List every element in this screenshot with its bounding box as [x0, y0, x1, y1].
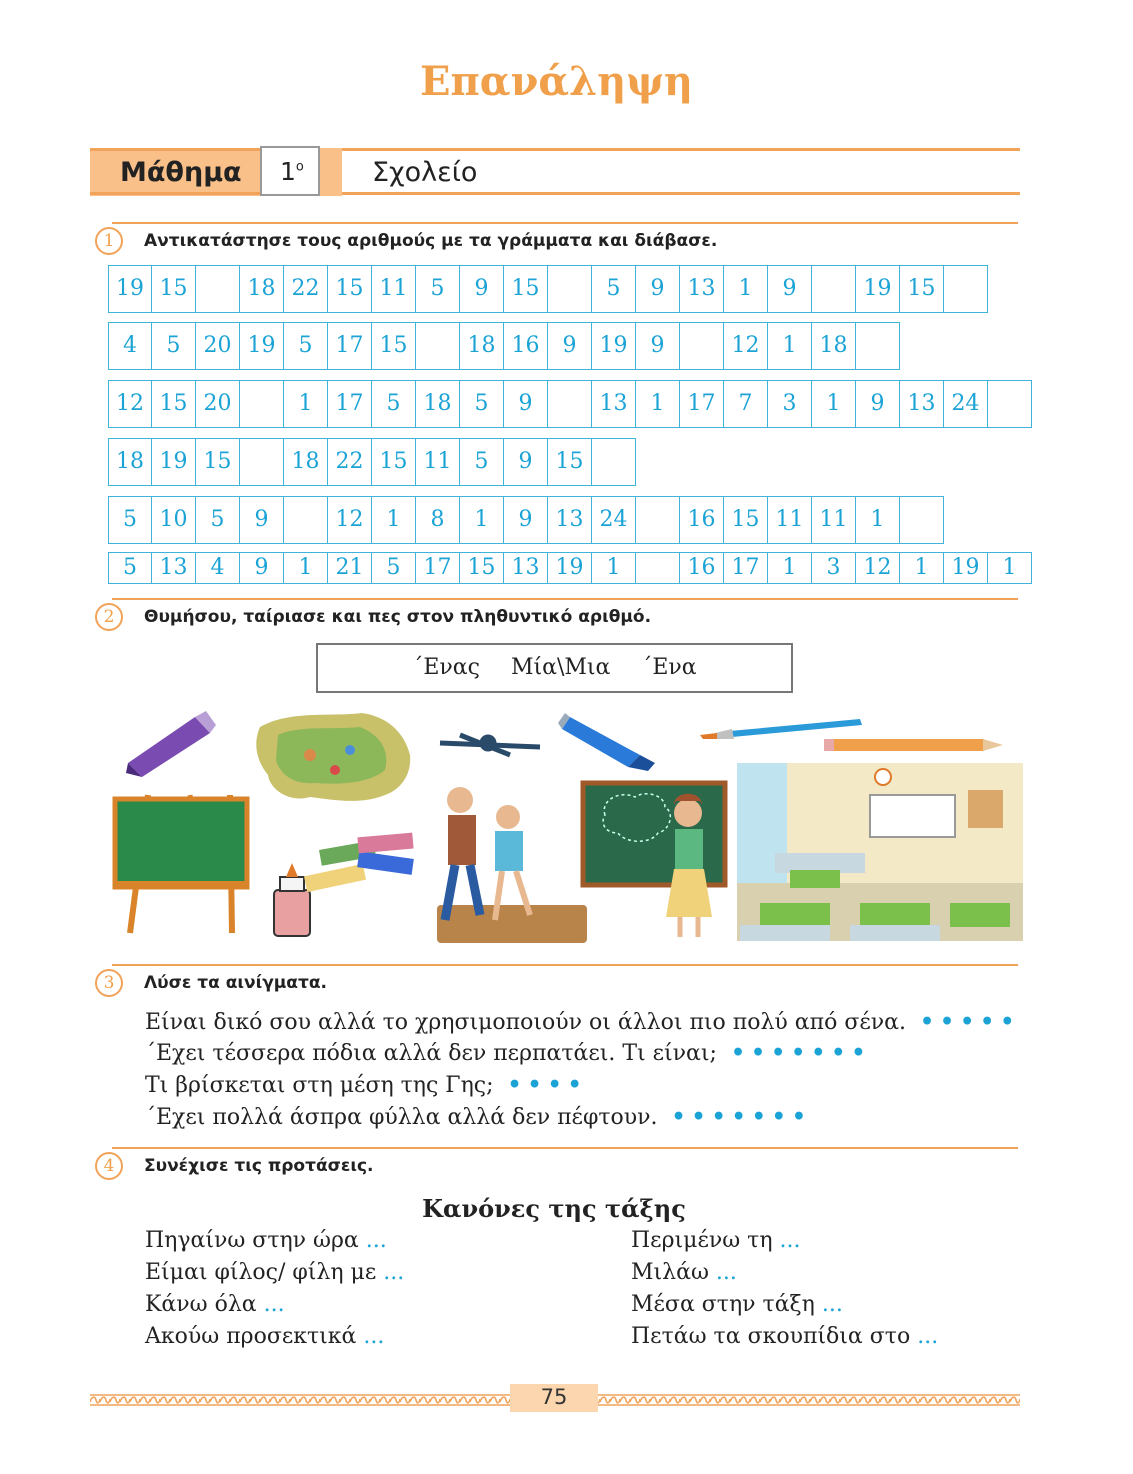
grid-cell: 1 — [636, 380, 680, 428]
grid-cell: 1 — [812, 380, 856, 428]
paintbrush-icon — [700, 719, 862, 739]
grid-cell: 13 — [592, 380, 636, 428]
grid-cell: 5 — [372, 552, 416, 584]
grid-cell — [988, 380, 1032, 428]
grid-cell: 15 — [900, 265, 944, 313]
grid-cell: 15 — [548, 438, 592, 486]
exercise-1-instruction: Αντικατάστησε τους αριθμούς με τα γράμματα και διάβασε. — [144, 231, 718, 251]
grid-cell — [284, 496, 328, 544]
grid-cell: 18 — [416, 380, 460, 428]
grid-cell: 15 — [724, 496, 768, 544]
grid-cell — [240, 380, 284, 428]
grid-cell: 19 — [240, 322, 284, 370]
answer-dots: •••• — [507, 1072, 588, 1098]
grid-cell: 13 — [152, 552, 196, 584]
grid-cell — [196, 265, 240, 313]
children-playing-icon — [437, 787, 587, 943]
lesson-label: Μάθημα — [120, 157, 242, 188]
rule-left: Κάνω όλα ... — [145, 1292, 285, 1317]
grid-cell: 5 — [592, 265, 636, 313]
grid-cell: 1 — [460, 496, 504, 544]
grid-cell: 22 — [328, 438, 372, 486]
pen-icon — [558, 713, 655, 771]
grid-cell: 9 — [460, 265, 504, 313]
grid-cell: 18 — [460, 322, 504, 370]
grid-cell — [240, 438, 284, 486]
compass-icon — [440, 735, 540, 755]
article-word: Μία\Μια — [510, 655, 611, 680]
grid-cell: 15 — [328, 265, 372, 313]
grid-cell — [944, 265, 988, 313]
exercise-3-instruction: Λύσε τα αινίγματα. — [144, 973, 327, 993]
exercise-2-instruction: Θυμήσου, ταίριασε και πες στον πληθυντικό αριθμό. — [144, 607, 652, 627]
exercise-4-number: 4 — [95, 1152, 123, 1180]
grid-cell: 1 — [724, 265, 768, 313]
grid-cell: 12 — [328, 496, 372, 544]
grid-cell — [856, 322, 900, 370]
grid-cell: 15 — [504, 265, 548, 313]
grid-cell: 9 — [504, 496, 548, 544]
exercise-3-number: 3 — [95, 969, 123, 997]
grid-cell: 13 — [548, 496, 592, 544]
grid-cell: 9 — [504, 380, 548, 428]
exercise-4-instruction: Συνέχισε τις προτάσεις. — [144, 1156, 374, 1176]
grid-row — [108, 496, 944, 544]
plasticine-icon — [304, 833, 414, 892]
article-word: ΄Ενας — [412, 655, 480, 680]
grid-cell: 9 — [636, 322, 680, 370]
grid-cell: 11 — [416, 438, 460, 486]
grid-cell: 17 — [416, 552, 460, 584]
grid-cell — [416, 322, 460, 370]
grid-cell — [636, 496, 680, 544]
riddle: Είναι δικό σου αλλά το χρησιμοποιούν οι άλλοι πιο πολύ από σένα. ••••• — [145, 1009, 1021, 1035]
grid-cell: 5 — [416, 265, 460, 313]
grid-cell: 1 — [988, 552, 1032, 584]
grid-cell — [592, 438, 636, 486]
rule-left: Πηγαίνω στην ώρα ... — [145, 1228, 387, 1253]
grid-cell: 18 — [240, 265, 284, 313]
grid-cell — [636, 552, 680, 584]
grid-cell: 1 — [372, 496, 416, 544]
grid-cell: 18 — [812, 322, 856, 370]
answer-dots: ••••••• — [730, 1040, 872, 1066]
grid-cell: 1 — [768, 552, 812, 584]
grid-cell: 20 — [196, 380, 240, 428]
riddle: Τι βρίσκεται στη μέση της Γης; •••• — [145, 1072, 588, 1098]
grid-cell: 5 — [460, 380, 504, 428]
grid-cell: 15 — [372, 322, 416, 370]
grid-cell: 11 — [372, 265, 416, 313]
grid-cell: 17 — [680, 380, 724, 428]
classroom-icon — [737, 763, 1023, 941]
riddle: ΄Εχει πολλά άσπρα φύλλα αλλά δεν πέφτουν. ••••••• — [145, 1104, 812, 1130]
grid-row — [108, 265, 988, 313]
grid-cell — [900, 496, 944, 544]
grid-cell: 1 — [284, 552, 328, 584]
grid-cell: 13 — [504, 552, 548, 584]
article-word: ΄Ενα — [641, 655, 697, 680]
rules-title: Κανόνες της τάξης — [422, 1194, 686, 1223]
lesson-header — [90, 148, 1020, 196]
grid-cell: 17 — [328, 380, 372, 428]
grid-row — [108, 322, 900, 370]
grid-cell: 3 — [812, 552, 856, 584]
grid-cell: 11 — [812, 496, 856, 544]
grid-cell: 9 — [240, 552, 284, 584]
grid-row — [108, 552, 1032, 584]
grid-cell — [548, 265, 592, 313]
rule-right: Μέσα στην τάξη ... — [631, 1292, 843, 1317]
grid-cell: 1 — [768, 322, 812, 370]
lesson-number-box — [260, 146, 320, 196]
grid-cell: 9 — [856, 380, 900, 428]
grid-cell: 16 — [680, 552, 724, 584]
grid-cell: 5 — [460, 438, 504, 486]
grid-cell: 9 — [636, 265, 680, 313]
rule-right: Πετάω τα σκουπίδια στο ... — [631, 1324, 939, 1349]
grid-cell: 16 — [680, 496, 724, 544]
grid-cell: 22 — [284, 265, 328, 313]
grid-cell — [548, 380, 592, 428]
grid-cell: 15 — [152, 380, 196, 428]
grid-cell: 9 — [504, 438, 548, 486]
grid-cell: 9 — [768, 265, 812, 313]
grid-cell: 15 — [460, 552, 504, 584]
grid-cell — [812, 265, 856, 313]
grid-cell: 9 — [548, 322, 592, 370]
grid-cell: 1 — [284, 380, 328, 428]
grid-cell: 9 — [240, 496, 284, 544]
grid-cell: 1 — [900, 552, 944, 584]
answer-dots: ••••••• — [671, 1104, 812, 1130]
school-items-illustration — [100, 705, 1030, 950]
grid-cell: 19 — [592, 322, 636, 370]
grid-cell: 19 — [944, 552, 988, 584]
map-icon — [256, 713, 410, 801]
grid-cell: 19 — [856, 265, 900, 313]
rule-right: Περιμένω τη ... — [631, 1228, 801, 1253]
glue-icon — [274, 863, 310, 936]
grid-cell: 15 — [152, 265, 196, 313]
grid-cell: 3 — [768, 380, 812, 428]
grid-cell: 5 — [108, 552, 152, 584]
grid-cell: 5 — [108, 496, 152, 544]
grid-cell: 15 — [196, 438, 240, 486]
page-title: Επανάληψη — [420, 58, 693, 105]
grid-cell: 15 — [372, 438, 416, 486]
grid-cell: 24 — [592, 496, 636, 544]
grid-row — [108, 380, 1032, 428]
grid-cell: 8 — [416, 496, 460, 544]
grid-cell: 5 — [284, 322, 328, 370]
grid-cell: 12 — [724, 322, 768, 370]
page-number: 75 — [540, 1385, 568, 1409]
exercise-2-number: 2 — [95, 603, 123, 631]
grid-cell: 13 — [680, 265, 724, 313]
rule-left: Ακούω προσεκτικά ... — [145, 1324, 385, 1349]
grid-cell: 5 — [372, 380, 416, 428]
lesson-number: $1^o$ — [280, 157, 304, 186]
pencil-icon — [824, 739, 1003, 751]
grid-cell: 19 — [152, 438, 196, 486]
grid-cell — [680, 322, 724, 370]
chalkboard-easel-icon — [115, 795, 247, 933]
answer-dots: ••••• — [919, 1009, 1021, 1035]
grid-cell: 10 — [152, 496, 196, 544]
grid-cell: 17 — [724, 552, 768, 584]
lesson-topic: Σχολείο — [372, 157, 478, 188]
grid-cell: 19 — [548, 552, 592, 584]
grid-cell: 21 — [328, 552, 372, 584]
grid-cell: 18 — [108, 438, 152, 486]
grid-cell: 1 — [592, 552, 636, 584]
grid-cell: 4 — [108, 322, 152, 370]
grid-cell: 24 — [944, 380, 988, 428]
grid-cell: 20 — [196, 322, 240, 370]
marker-icon — [126, 711, 216, 777]
grid-cell: 13 — [900, 380, 944, 428]
grid-cell: 11 — [768, 496, 812, 544]
grid-cell: 1 — [856, 496, 900, 544]
riddle: ΄Εχει τέσσερα πόδια αλλά δεν περπατάει. Τι είναι; ••••••• — [145, 1040, 872, 1066]
grid-cell: 17 — [328, 322, 372, 370]
exercise-1-number: 1 — [95, 227, 123, 255]
rule-left: Είμαι φίλος/ φίλη με ... — [145, 1260, 405, 1285]
grid-cell: 19 — [108, 265, 152, 313]
grid-row — [108, 438, 636, 486]
grid-cell: 4 — [196, 552, 240, 584]
teacher-icon — [583, 783, 725, 937]
grid-cell: 12 — [108, 380, 152, 428]
rule-right: Μιλάω ... — [631, 1260, 737, 1285]
grid-cell: 18 — [284, 438, 328, 486]
grid-cell: 7 — [724, 380, 768, 428]
article-word-box — [316, 643, 793, 693]
grid-cell: 12 — [856, 552, 900, 584]
grid-cell: 5 — [196, 496, 240, 544]
grid-cell: 16 — [504, 322, 548, 370]
grid-cell: 5 — [152, 322, 196, 370]
